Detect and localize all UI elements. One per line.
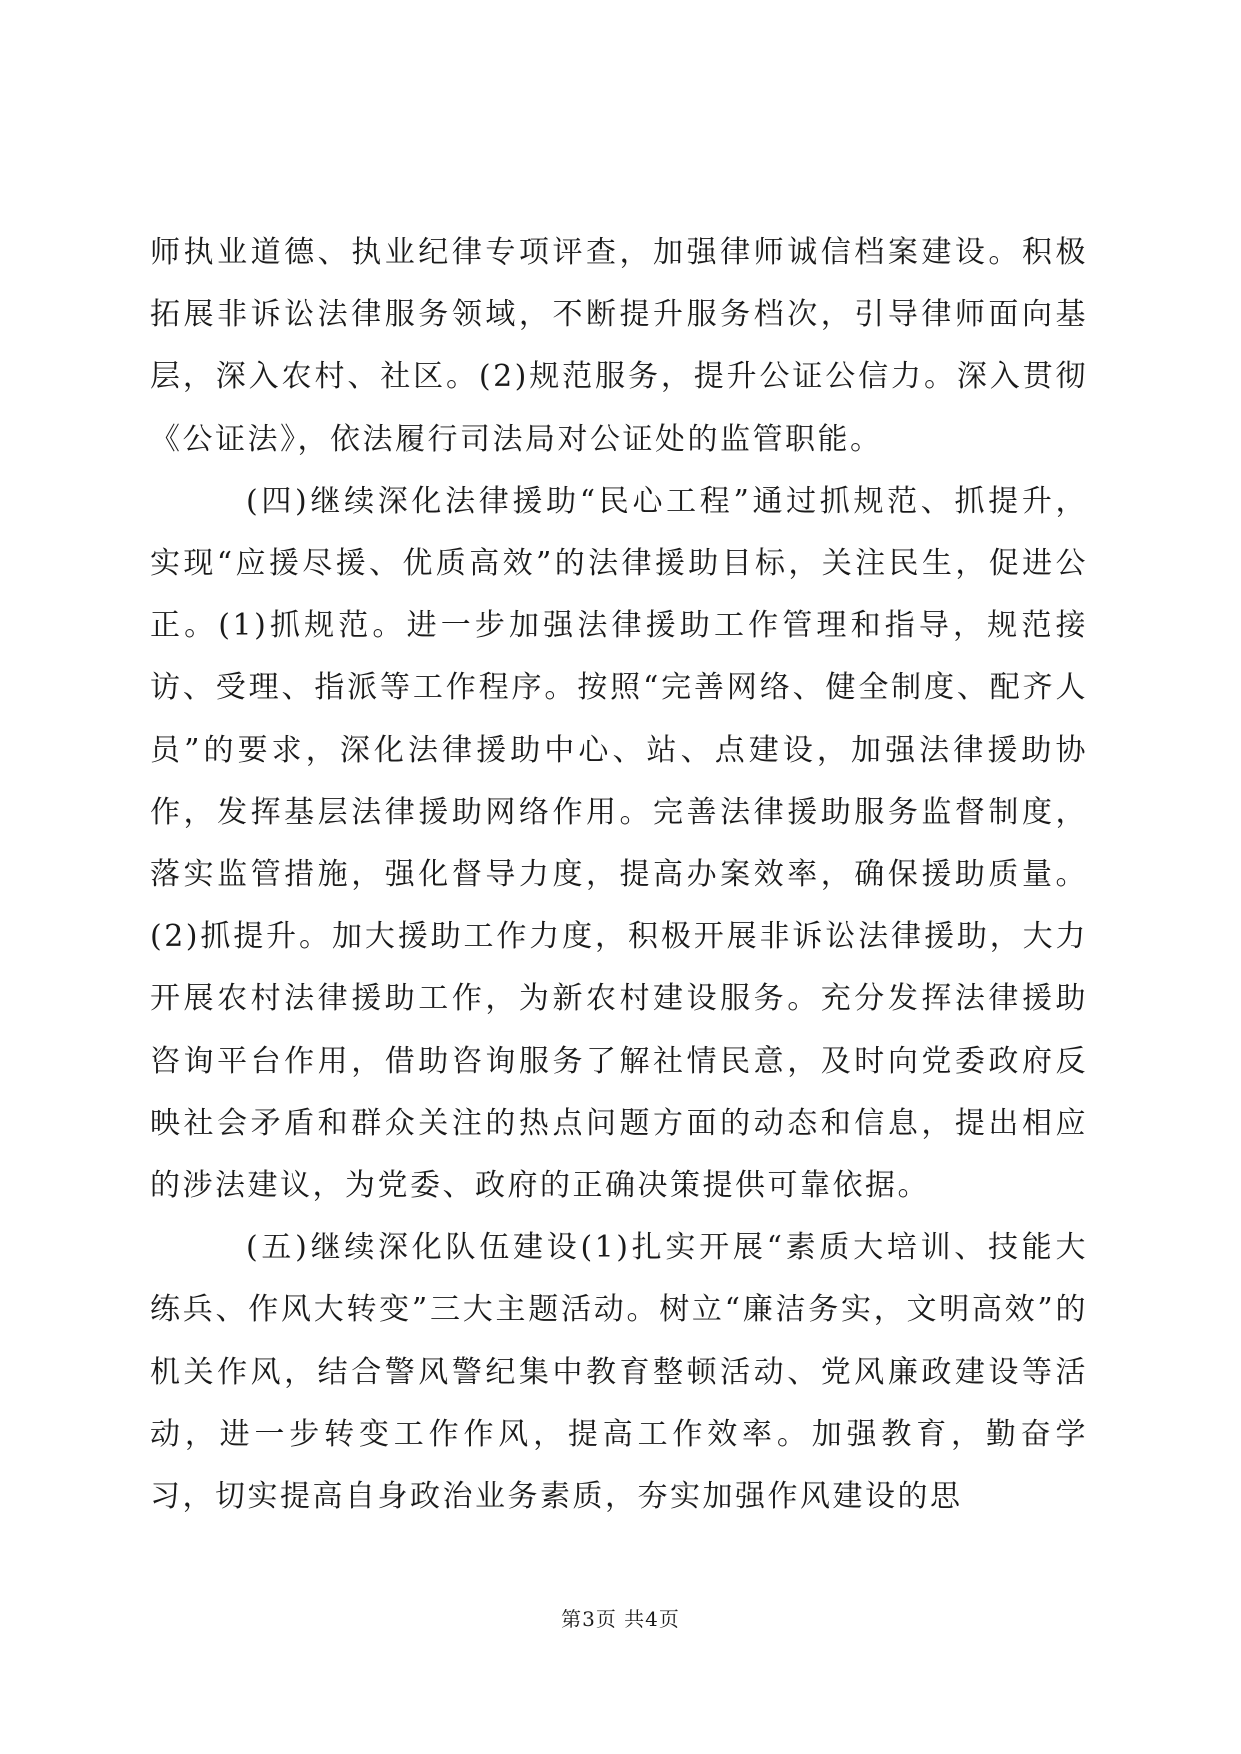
paragraph-legal-aid: (四)继续深化法律援助“民心工程”通过抓规范、抓提升，实现“应援尽援、优质高效”的法律援助目标，关注民生，促进公正。(1)抓规范。进一步加强法律援助工作管理和指导，规范接访、受理、指派等工作程序。按照“完善网络、健全制度、配齐人员”的要求，深化法律援助中心、站、点建设，加强法律援助协作，发挥基层法律援助网络作用。完善法律援助服务监督制度，落实监管措施，强化督导力度，提高办案效率，确保援助质量。(2)抓提升。加大援助工作力度，积极开展非诉讼法律援助，大力开展农村法律援助工作，为新农村建设服务。充分发挥法律援助咨询平台作用，借助咨询服务了解社情民意，及时向党委政府反映社会矛盾和群众关注的热点问题方面的动态和信息，提出相应的涉法建议，为党委、政府的正确决策提供可靠依据。 <box>150 483 1088 1204</box>
page-footer: 第3页 共4页 <box>561 1607 680 1631</box>
body-text <box>150 222 1088 1528</box>
paragraph-lawyer-notary: 师执业道德、执业纪律专项评查，加强律师诚信档案建设。积极拓展非诉讼法律服务领域，不断提升服务档次，引导律师面向基层，深入农村、社区。(2)规范服务，提升公证公信力。深入贯彻《公证法》，依法履行司法局对公证处的监管职能。 <box>150 235 1088 457</box>
paragraph-team-building: (五)继续深化队伍建设(1)扎实开展“素质大培训、技能大练兵、作风大转变”三大主题活动。树立“廉洁务实，文明高效”的机关作风，结合警风警纪集中教育整顿活动、党风廉政建设等活动，进一步转变工作作风，提高工作效率。加强教育，勤奋学习，切实提高自身政治业务素质，夯实加强作风建设的思 <box>150 1230 1088 1515</box>
